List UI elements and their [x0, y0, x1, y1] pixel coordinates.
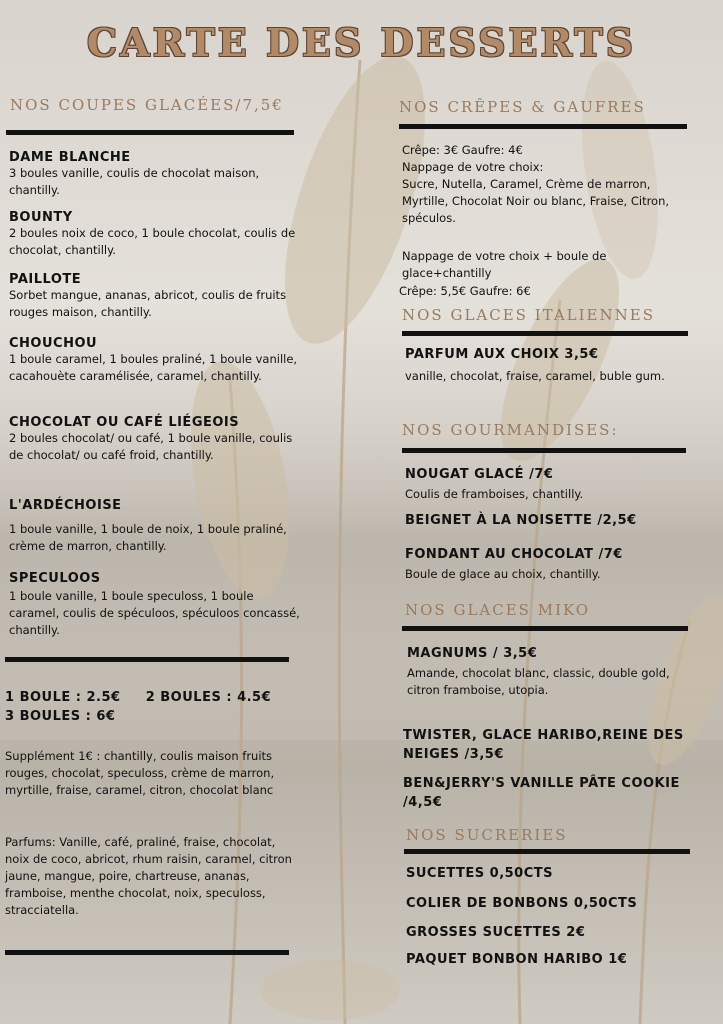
item-description: 1 boule vanille, 1 boule speculoss, 1 boule caramel, coulis de spéculoos, spéculoos concassé, chantilly. [9, 589, 300, 637]
item-name: GROSSES SUCETTES 2€ [406, 925, 586, 940]
item-description: Boule de glace au choix, chantilly. [405, 567, 601, 581]
section-title-coupes: NOS COUPES GLACÉES/7,5€ [10, 96, 284, 114]
menu-item [9, 150, 304, 199]
item-name: BEIGNET À LA NOISETTE /2,5€ [405, 513, 637, 528]
item-name: PAILLOTE [9, 272, 82, 287]
divider [404, 849, 690, 854]
divider [402, 626, 688, 631]
item-description: Amande, chocolat blanc, classic, double gold, citron framboise, utopia. [407, 666, 670, 697]
item-name: SUCETTES 0,50CTS [406, 866, 553, 881]
item-name: NOUGAT GLACÉ /7€ [405, 467, 554, 482]
item-description: vanille, chocolat, fraise, caramel, buble gum. [405, 369, 665, 383]
item-name: TWISTER, GLACE HARIBO,REINE DES NEIGES /3,5€ [403, 728, 684, 762]
divider [5, 950, 289, 955]
item-description: 2 boules chocolat/ ou café, 1 boule vanille, coulis de chocolat/ ou café froid, chantilly. [9, 431, 293, 462]
section-title-miko: NOS GLACES MIKO [405, 601, 591, 619]
page-title: CARTE DES DESSERTS [86, 20, 637, 65]
section-title-crepes: NOS CRÊPES & GAUFRES [399, 98, 646, 116]
menu-item [9, 210, 304, 259]
divider [399, 124, 687, 129]
divider [402, 448, 686, 453]
divider [402, 331, 688, 336]
menu-item [9, 571, 304, 639]
item-name: DAME BLANCHE [9, 150, 131, 165]
item-description: 1 boule caramel, 1 boules praliné, 1 boule vanille, cacahouète caramélisée, caramel, chantilly. [9, 352, 298, 383]
item-description: Coulis de framboises, chantilly. [405, 487, 584, 501]
item-name: CHOCOLAT OU CAFÉ LIÉGEOIS [9, 415, 240, 430]
item-name: COLIER DE BONBONS 0,50CTS [406, 896, 638, 911]
item-description: 2 boules noix de coco, 1 boule chocolat, coulis de chocolat, chantilly. [9, 226, 296, 257]
boules-line-2: 3 BOULES : 6€ [5, 709, 116, 724]
item-name: BEN&JERRY'S VANILLE PÂTE COOKIE /4,5€ [403, 776, 680, 810]
section-title-italiennes: NOS GLACES ITALIENNES [402, 306, 655, 324]
item-name: PARFUM AUX CHOIX 3,5€ [405, 347, 599, 362]
item-name: FONDANT AU CHOCOLAT /7€ [405, 547, 623, 562]
item-name: CHOUCHOU [9, 336, 98, 351]
item-description: 1 boule vanille, 1 boule de noix, 1 boule praliné, crème de marron, chantilly. [9, 522, 287, 553]
divider [6, 130, 294, 135]
supplement-text: Supplément 1€ : chantilly, coulis maison fruits rouges, chocolat, speculoss, crème de marron, myrtille, fraise, caramel, citron, chocolat blanc [5, 749, 275, 797]
boules-line-1: 1 BOULE : 2.5€ 2 BOULES : 4.5€ [5, 690, 272, 705]
menu-item [9, 498, 304, 555]
crepes-prices: Crêpe: 5,5€ Gaufre: 6€ [399, 284, 531, 298]
divider [5, 657, 289, 662]
menu-item [9, 415, 304, 464]
section-title-sucreries: NOS SUCRERIES [406, 826, 568, 844]
item-name: MAGNUMS / 3,5€ [407, 646, 538, 661]
item-name: SPECULOOS [9, 571, 101, 586]
item-name: BOUNTY [9, 210, 73, 225]
menu-item [9, 272, 304, 321]
item-description: Sorbet mangue, ananas, abricot, coulis de fruits rouges maison, chantilly. [9, 288, 287, 319]
section-title-gourmandises: NOS GOURMANDISES: [402, 421, 619, 439]
crepes-text-2: Nappage de votre choix + boule de glace+chantilly [402, 249, 607, 280]
parfums-text: Parfums: Vanille, café, praliné, fraise, chocolat, noix de coco, abricot, rhum raisin, caramel, citron jaune, mangue, poire, chartreuse, ananas, framboise, menthe chocolat, noix, speculoss, stracciatella. [5, 835, 292, 917]
crepes-text: Crêpe: 3€ Gaufre: 4€ Nappage de votre choix: Sucre, Nutella, Caramel, Crème de marron, Myrtille, Chocolat Noir ou blanc, Fraise, Citron, spéculos. [402, 143, 670, 225]
menu-item [9, 336, 304, 385]
item-description: 3 boules vanille, coulis de chocolat maison, chantilly. [9, 166, 260, 197]
item-name: L'ARDÉCHOISE [9, 498, 122, 513]
item-name: PAQUET BONBON HARIBO 1€ [406, 952, 628, 967]
left-column [6, 96, 298, 135]
boules-prices [5, 688, 305, 726]
